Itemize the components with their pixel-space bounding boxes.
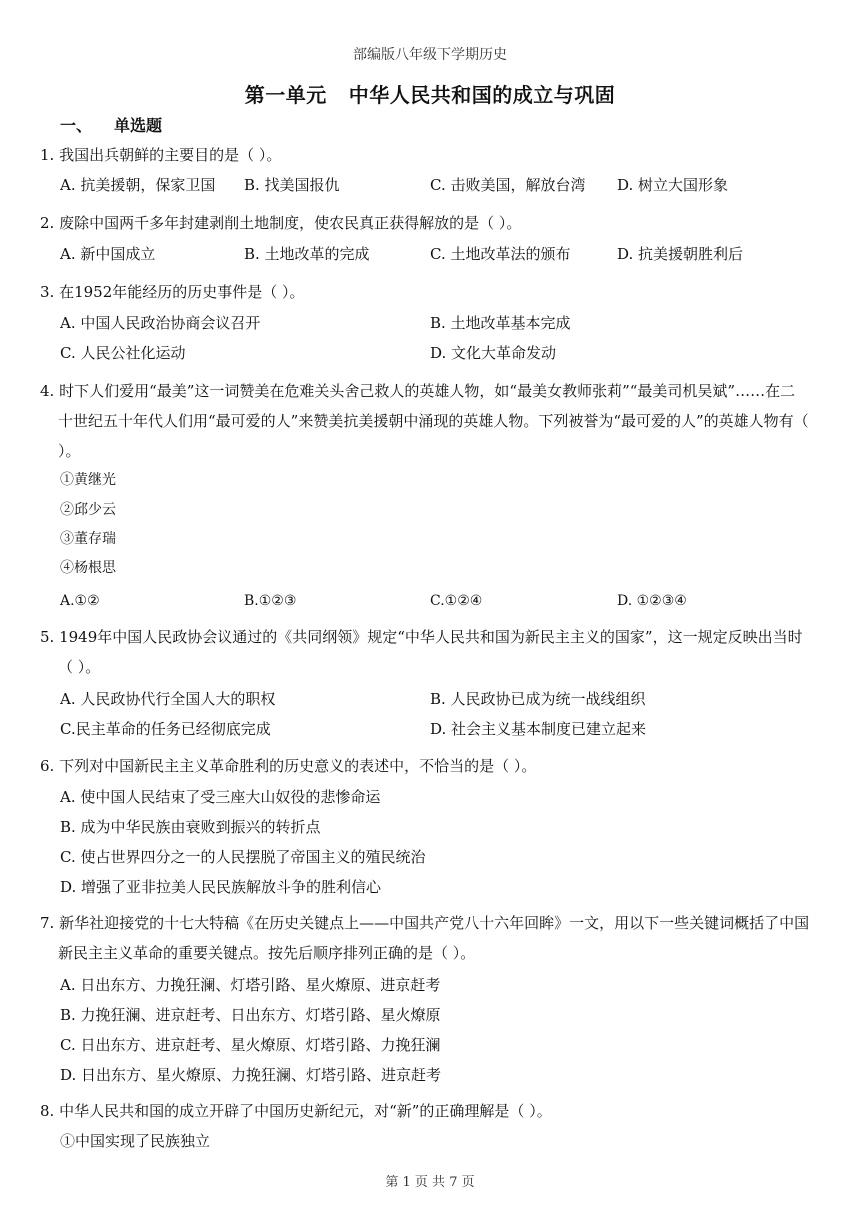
question-3 <box>40 277 810 307</box>
statement-4: ④杨根思 <box>60 560 116 576</box>
statement-3: ③董存瑞 <box>60 531 116 547</box>
question-2 <box>40 208 810 238</box>
option-d: D. 日出东方、星火燎原、力挽狂澜、灯塔引路、进京赶考 <box>60 1066 442 1084</box>
statement-1: ①黄继光 <box>60 472 116 488</box>
question-stem: 7. 新华社迎接党的十七大特稿《在历史关键点上——中国共产党八十六年回眸》一文，用以下一些关键词概括了中国新民主主义革命的重要关键点。按先后顺序排列正确的是（ ）。 <box>40 914 810 962</box>
section-name: 单选题 <box>114 116 163 135</box>
option-b: B. 土地改革的完成 <box>244 245 370 263</box>
option-d: D. 社会主义基本制度已建立起来 <box>430 720 647 738</box>
option-a: A. 抗美援朝，保家卫国 <box>60 176 216 194</box>
option-d: D. 树立大国形象 <box>617 176 729 194</box>
question-3-options-row2 <box>60 338 820 368</box>
question-1 <box>40 140 810 170</box>
question-4 <box>40 376 810 466</box>
option-b: B. 土地改革基本完成 <box>430 314 571 332</box>
option-b: B. 找美国报仇 <box>244 176 340 194</box>
question-5-options-row1 <box>60 684 820 714</box>
option-a: A. 人民政协代行全国人大的职权 <box>60 690 276 708</box>
option-d: D. 文化大革命发动 <box>430 344 557 362</box>
option-a: A. 日出东方、力挽狂澜、灯塔引路、星火燎原、进京赶考 <box>60 976 441 994</box>
option-a: A. 中国人民政治协商会议召开 <box>60 314 261 332</box>
question-stem: 2. 废除中国两千多年封建剥削土地制度，使农民真正获得解放的是（ ）。 <box>40 214 522 232</box>
statement-2: ②邱少云 <box>60 502 116 518</box>
page-header: 部编版八年级下学期历史 <box>353 47 507 63</box>
option-c: C. 人民公社化运动 <box>60 344 186 362</box>
option-c: C. 土地改革法的颁布 <box>430 245 571 263</box>
question-stem: 4. 时下人们爱用“最美”这一词赞美在危难关头舍己救人的英雄人物，如“最美女教师张莉”“最美司机吴斌”……在二十世纪五十年代人们用“最可爱的人”来赞美抗美援朝中涌现的英雄人物。下列被誉为“最可爱的人”的英雄人物有（ ）。 <box>40 382 809 460</box>
unit-number: 第一单元 <box>244 83 327 107</box>
option-d: D. 增强了亚非拉美人民民族解放斗争的胜利信心 <box>60 878 382 896</box>
question-1-options <box>60 170 820 200</box>
option-c: C.民主革命的任务已经彻底完成 <box>60 720 271 738</box>
option-b: B.①②③ <box>244 593 297 609</box>
option-c: C. 击败美国，解放台湾 <box>430 176 586 194</box>
option-d: D. ①②③④ <box>617 593 687 609</box>
question-6 <box>40 751 810 781</box>
statement-1: ①中国实现了民族独立 <box>60 1132 211 1150</box>
option-a: A. 使中国人民结束了受三座大山奴役的悲惨命运 <box>60 788 381 806</box>
option-c: C.①②④ <box>430 593 483 609</box>
question-stem: 3. 在1952年能经历的历史事件是（ ）。 <box>40 283 305 301</box>
question-8 <box>40 1096 810 1126</box>
question-stem: 6. 下列对中国新民主主义革命胜利的历史意义的表述中，不恰当的是（ ）。 <box>40 757 537 775</box>
option-b: B. 力挽狂澜、进京赶考、日出东方、灯塔引路、星火燎原 <box>60 1006 441 1024</box>
page-title <box>0 79 860 108</box>
question-stem: 5. 1949年中国人民政协会议通过的《共同纲领》规定“中华人民共和国为新民主主义的国家”，这一规定反映出当时（ ）。 <box>40 628 803 676</box>
question-stem: 1. 我国出兵朝鲜的主要目的是（ ）。 <box>40 146 282 164</box>
option-a: A.①② <box>60 593 100 609</box>
question-3-options-row1 <box>60 308 820 338</box>
question-7 <box>40 908 810 968</box>
option-b: B. 成为中华民族由衰败到振兴的转折点 <box>60 818 321 836</box>
option-c: C. 日出东方、进京赶考、星火燎原、灯塔引路、力挽狂澜 <box>60 1036 441 1054</box>
question-4-options <box>60 586 820 616</box>
question-stem: 8. 中华人民共和国的成立开辟了中国历史新纪元，对“新”的正确理解是（ ）。 <box>40 1102 552 1120</box>
question-5-options-row2 <box>60 714 820 744</box>
page-footer: 第 1 页 共 7 页 <box>385 1175 475 1190</box>
question-2-options <box>60 239 820 269</box>
section-number: 一、 <box>60 116 93 135</box>
section-heading <box>60 113 162 136</box>
option-b: B. 人民政协已成为统一战线组织 <box>430 690 646 708</box>
question-5 <box>40 622 810 682</box>
option-c: C. 使占世界四分之一的人民摆脱了帝国主义的殖民统治 <box>60 848 426 866</box>
option-a: A. 新中国成立 <box>60 245 156 263</box>
unit-name: 中华人民共和国的成立与巩固 <box>348 83 616 107</box>
option-d: D. 抗美援朝胜利后 <box>617 245 744 263</box>
